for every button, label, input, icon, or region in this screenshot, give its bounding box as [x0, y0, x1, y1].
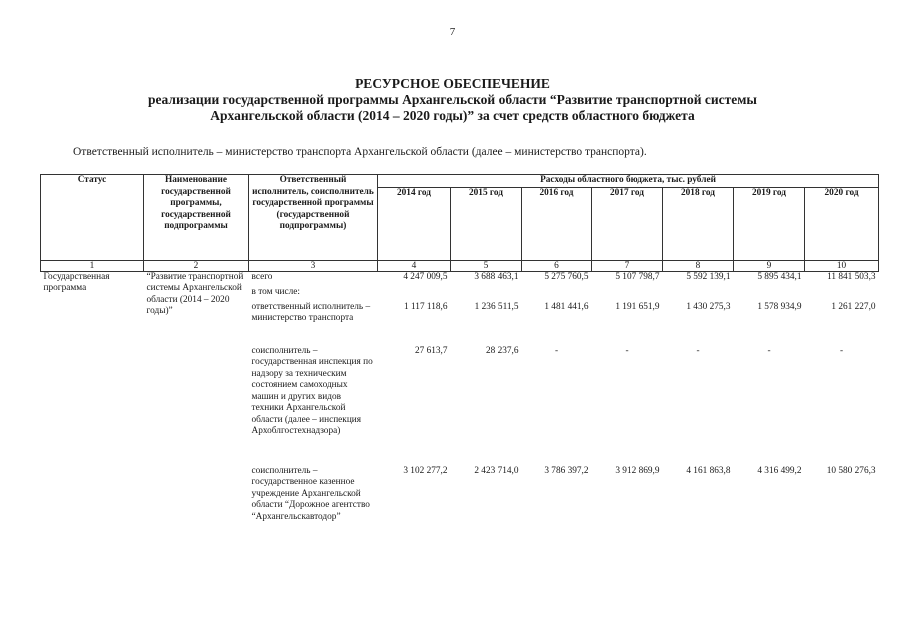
value-cell: 28 237,6 [485, 345, 519, 356]
column-number: 5 [451, 260, 522, 271]
value-cell: 11 841 503,3 [827, 271, 876, 282]
value-cell [805, 287, 879, 302]
header-executor: Ответственный исполнитель, соисполнитель государственной программы (государственной подпрограммы) [249, 175, 378, 261]
column-number-row [41, 260, 879, 271]
value-cell: 1 430 275,3 [686, 301, 731, 312]
value-cell: 4 247 009,5 [403, 271, 448, 282]
value-cell: 3 688 463,1 [474, 271, 519, 282]
column-number: 2 [144, 260, 249, 271]
column-number: 9 [734, 260, 805, 271]
column-number: 7 [592, 260, 663, 271]
column-number: 1 [41, 260, 144, 271]
value-cell: 5 275 760,5 [544, 271, 589, 282]
value-cell [451, 287, 522, 302]
header-program-name: Наименование государственной программы, государственной подпрограммы [144, 175, 249, 261]
value-cell [522, 287, 592, 302]
value-cell [663, 287, 734, 302]
column-number: 8 [663, 260, 734, 271]
value-cell: 4 316 499,2 [757, 465, 802, 476]
value-cell [378, 287, 451, 302]
value-cell: 5 895 434,1 [757, 271, 802, 282]
header-year: 2019 год [734, 187, 805, 260]
header-year: 2015 год [451, 187, 522, 260]
header-year: 2017 год [592, 187, 663, 260]
column-number: 3 [249, 260, 378, 271]
executor-cell: ответственный исполнитель – министерство транспорта [251, 301, 371, 323]
status-cell: Государственная программа [43, 271, 110, 293]
header-year: 2020 год [805, 187, 879, 260]
header-status: Статус [41, 175, 144, 261]
value-cell: - [767, 345, 771, 356]
column-number: 4 [378, 260, 451, 271]
value-cell: 27 613,7 [414, 345, 448, 356]
resource-table [40, 174, 879, 523]
value-cell: 3 102 277,2 [403, 465, 448, 476]
header-spending: Расходы областного бюджета, тыс. рублей [378, 175, 879, 188]
value-cell: 1 191 651,9 [615, 301, 660, 312]
value-cell [734, 287, 805, 302]
executor-cell: соисполнитель – государственное казенное учреждение Архангельской области “Дорожное агентство “Архангельскавтодор” [251, 465, 370, 522]
column-number: 10 [805, 260, 879, 271]
value-cell: 1 236 511,5 [474, 301, 519, 312]
column-number: 6 [522, 260, 592, 271]
header-year: 2014 год [378, 187, 451, 260]
value-cell: 1 117 118,6 [404, 301, 448, 312]
value-cell: 5 107 798,7 [615, 271, 660, 282]
title-line-1: РЕСУРСНОЕ ОБЕСПЕЧЕНИЕ [355, 76, 550, 91]
value-cell: 1 261 227,0 [831, 301, 876, 312]
executor-cell: в том числе: [251, 286, 300, 297]
executor-cell: соисполнитель – государственная инспекция по надзору за техническим состоянием самоходных машин и других видов техники Архангельской области (далее – инспекция Архоблгостехнадзора) [251, 345, 373, 436]
value-cell: - [839, 345, 844, 356]
value-cell: 3 912 869,9 [615, 465, 660, 476]
program-name-cell: “Развитие транспортной системы Архангельской области (2014 – 2020 годы)” [146, 271, 244, 316]
executor-cell: всего [251, 271, 273, 282]
value-cell: 10 580 276,3 [826, 465, 876, 476]
value-cell [592, 287, 663, 302]
value-cell: 1 481 441,6 [544, 301, 589, 312]
page-number: 7 [449, 26, 456, 38]
header-year: 2016 год [522, 187, 592, 260]
value-cell: - [554, 345, 559, 356]
table-row [41, 271, 879, 287]
header-year: 2018 год [663, 187, 734, 260]
value-cell: 4 161 863,8 [686, 465, 731, 476]
value-cell: - [625, 345, 629, 356]
value-cell: 1 578 934,9 [757, 301, 802, 312]
title-line-3: Архангельской области (2014 – 2020 годы)” за счет средств областного бюджета [210, 108, 695, 123]
executor-note: Ответственный исполнитель – министерство транспорта Архангельской области (далее – министерство транспорта). [73, 146, 647, 158]
value-cell: 5 592 139,1 [686, 271, 731, 282]
value-cell: 2 423 714,0 [474, 465, 519, 476]
value-cell: - [696, 345, 700, 356]
document-title [0, 76, 905, 124]
value-cell: 3 786 397,2 [544, 465, 589, 476]
title-line-2: реализации государственной программы Архангельской области “Развитие транспортной системы [148, 92, 757, 107]
